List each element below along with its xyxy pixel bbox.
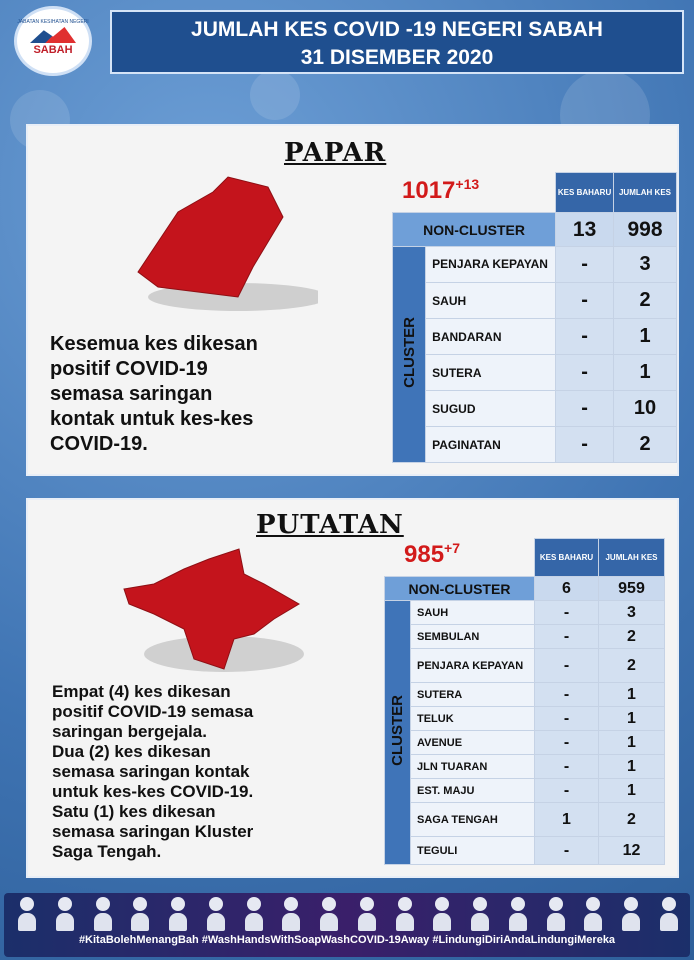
cluster-total: 12 (599, 837, 665, 865)
col-header-new: KES BAHARU (556, 173, 614, 213)
person-icon (433, 897, 451, 931)
cluster-name: SEMBULAN (411, 625, 535, 649)
person-icon (94, 897, 112, 931)
papar-title: PAPAR (284, 138, 387, 168)
cluster-name: TELUK (411, 707, 535, 731)
desc-line: Saga Tengah. (52, 842, 162, 861)
cluster-label-text: CLUSTER (400, 316, 418, 388)
footer-hashtags: #KitaBolehMenangBah #WashHandsWithSoapWashCOVID-19Away #LindungiDiriAndaLindungiMereka (78, 934, 616, 946)
cluster-new: 1 (535, 803, 599, 837)
header-date: 31 DISEMBER 2020 (300, 46, 494, 69)
logo-name: SABAH (33, 44, 73, 56)
papar-description (50, 332, 258, 457)
cluster-total: 1 (599, 731, 665, 755)
cluster-total: 3 (599, 601, 665, 625)
putatan-table (384, 538, 665, 865)
cluster-new: - (535, 625, 599, 649)
cluster-label-text: CLUSTER (389, 694, 406, 766)
cluster-total: 1 (614, 355, 677, 391)
col-header-total: JUMLAH KES (599, 539, 665, 577)
putatan-panel (26, 498, 679, 878)
putatan-description (52, 682, 253, 862)
papar-total-value: 1017 (402, 177, 456, 204)
non-cluster-total: 998 (614, 213, 677, 247)
person-icon (282, 897, 300, 931)
cluster-name: SAUH (411, 601, 535, 625)
desc-line: COVID-19. (50, 433, 148, 455)
cluster-new: - (556, 427, 614, 463)
desc-line: Empat (4) kes dikesan (52, 682, 231, 701)
person-icon (358, 897, 376, 931)
cluster-name: TEGULI (411, 837, 535, 865)
col-header-new: KES BAHARU (535, 539, 599, 577)
non-cluster-new: 13 (556, 213, 614, 247)
cluster-total: 1 (614, 319, 677, 355)
cluster-new: - (556, 319, 614, 355)
cluster-name: SAGA TENGAH (411, 803, 535, 837)
putatan-map (114, 544, 314, 684)
logo-top-text: JABATAN KESIHATAN NEGERI (17, 19, 89, 25)
person-icon (245, 897, 263, 931)
putatan-title: PUTATAN (256, 510, 404, 540)
cluster-new: - (535, 837, 599, 865)
desc-line: Dua (2) kes dikesan (52, 742, 211, 761)
cluster-new: - (535, 649, 599, 683)
person-icon (320, 897, 338, 931)
cluster-side-label (393, 247, 426, 463)
cluster-new: - (535, 755, 599, 779)
non-cluster-new: 6 (535, 577, 599, 601)
cluster-total: 10 (614, 391, 677, 427)
cluster-new: - (556, 391, 614, 427)
person-icon (660, 897, 678, 931)
col-header-total: JUMLAH KES (614, 173, 677, 213)
desc-line: saringan bergejala. (52, 722, 207, 741)
mountain-icon (30, 27, 76, 43)
cluster-new: - (556, 355, 614, 391)
non-cluster-label: NON-CLUSTER (393, 213, 556, 247)
person-icon (131, 897, 149, 931)
cluster-total: 1 (599, 755, 665, 779)
cluster-total: 2 (614, 283, 677, 319)
cluster-name: SAUH (426, 283, 556, 319)
desc-line: semasa saringan Kluster (52, 822, 254, 841)
sabah-health-logo (14, 6, 92, 76)
cluster-new: - (535, 779, 599, 803)
cluster-total: 2 (599, 803, 665, 837)
person-icon (509, 897, 527, 931)
putatan-total-new: +7 (444, 540, 461, 556)
desc-line: semasa saringan kontak (52, 762, 250, 781)
cluster-name: BANDARAN (426, 319, 556, 355)
desc-line: Kesemua kes dikesan (50, 333, 258, 355)
papar-table (392, 172, 677, 463)
desc-line: positif COVID-19 semasa (52, 702, 254, 721)
cluster-total: 1 (599, 707, 665, 731)
cluster-new: - (535, 731, 599, 755)
person-icon (207, 897, 225, 931)
cluster-total: 1 (599, 683, 665, 707)
papar-panel (26, 124, 679, 476)
cluster-name: AVENUE (411, 731, 535, 755)
desc-line: positif COVID-19 (50, 358, 208, 380)
cluster-name: PAGINATAN (426, 427, 556, 463)
cluster-name: SUGUD (426, 391, 556, 427)
cluster-new: - (556, 283, 614, 319)
cluster-new: - (535, 683, 599, 707)
person-icon (471, 897, 489, 931)
cluster-total: 2 (599, 625, 665, 649)
cluster-name: SUTERA (426, 355, 556, 391)
person-icon (547, 897, 565, 931)
desc-line: untuk kes-kes COVID-19. (52, 782, 254, 801)
putatan-total-value: 985 (404, 541, 445, 568)
cluster-name: PENJARA KEPAYAN (426, 247, 556, 283)
cluster-new: - (556, 247, 614, 283)
frontliner-illustrations (18, 897, 678, 933)
non-cluster-label: NON-CLUSTER (385, 577, 535, 601)
cluster-name: EST. MAJU (411, 779, 535, 803)
cluster-name: JLN TUARAN (411, 755, 535, 779)
cluster-name: PENJARA KEPAYAN (411, 649, 535, 683)
person-icon (622, 897, 640, 931)
person-icon (169, 897, 187, 931)
person-icon (396, 897, 414, 931)
person-icon (18, 897, 36, 931)
cluster-total: 2 (614, 427, 677, 463)
cluster-name: SUTERA (411, 683, 535, 707)
cluster-new: - (535, 707, 599, 731)
desc-line: semasa saringan (50, 383, 213, 405)
virus-decoration (250, 70, 300, 120)
header-title: JUMLAH KES COVID -19 NEGERI SABAH (191, 18, 603, 41)
cluster-total: 1 (599, 779, 665, 803)
desc-line: Satu (1) kes dikesan (52, 802, 216, 821)
person-icon (584, 897, 602, 931)
footer-banner (4, 893, 690, 957)
cluster-side-label (385, 601, 411, 865)
person-icon (56, 897, 74, 931)
cluster-new: - (535, 601, 599, 625)
papar-total-new: +13 (455, 176, 480, 192)
non-cluster-total: 959 (599, 577, 665, 601)
desc-line: kontak untuk kes-kes (50, 408, 254, 430)
papar-map (118, 172, 318, 312)
cluster-total: 3 (614, 247, 677, 283)
page-header (110, 10, 684, 74)
cluster-total: 2 (599, 649, 665, 683)
